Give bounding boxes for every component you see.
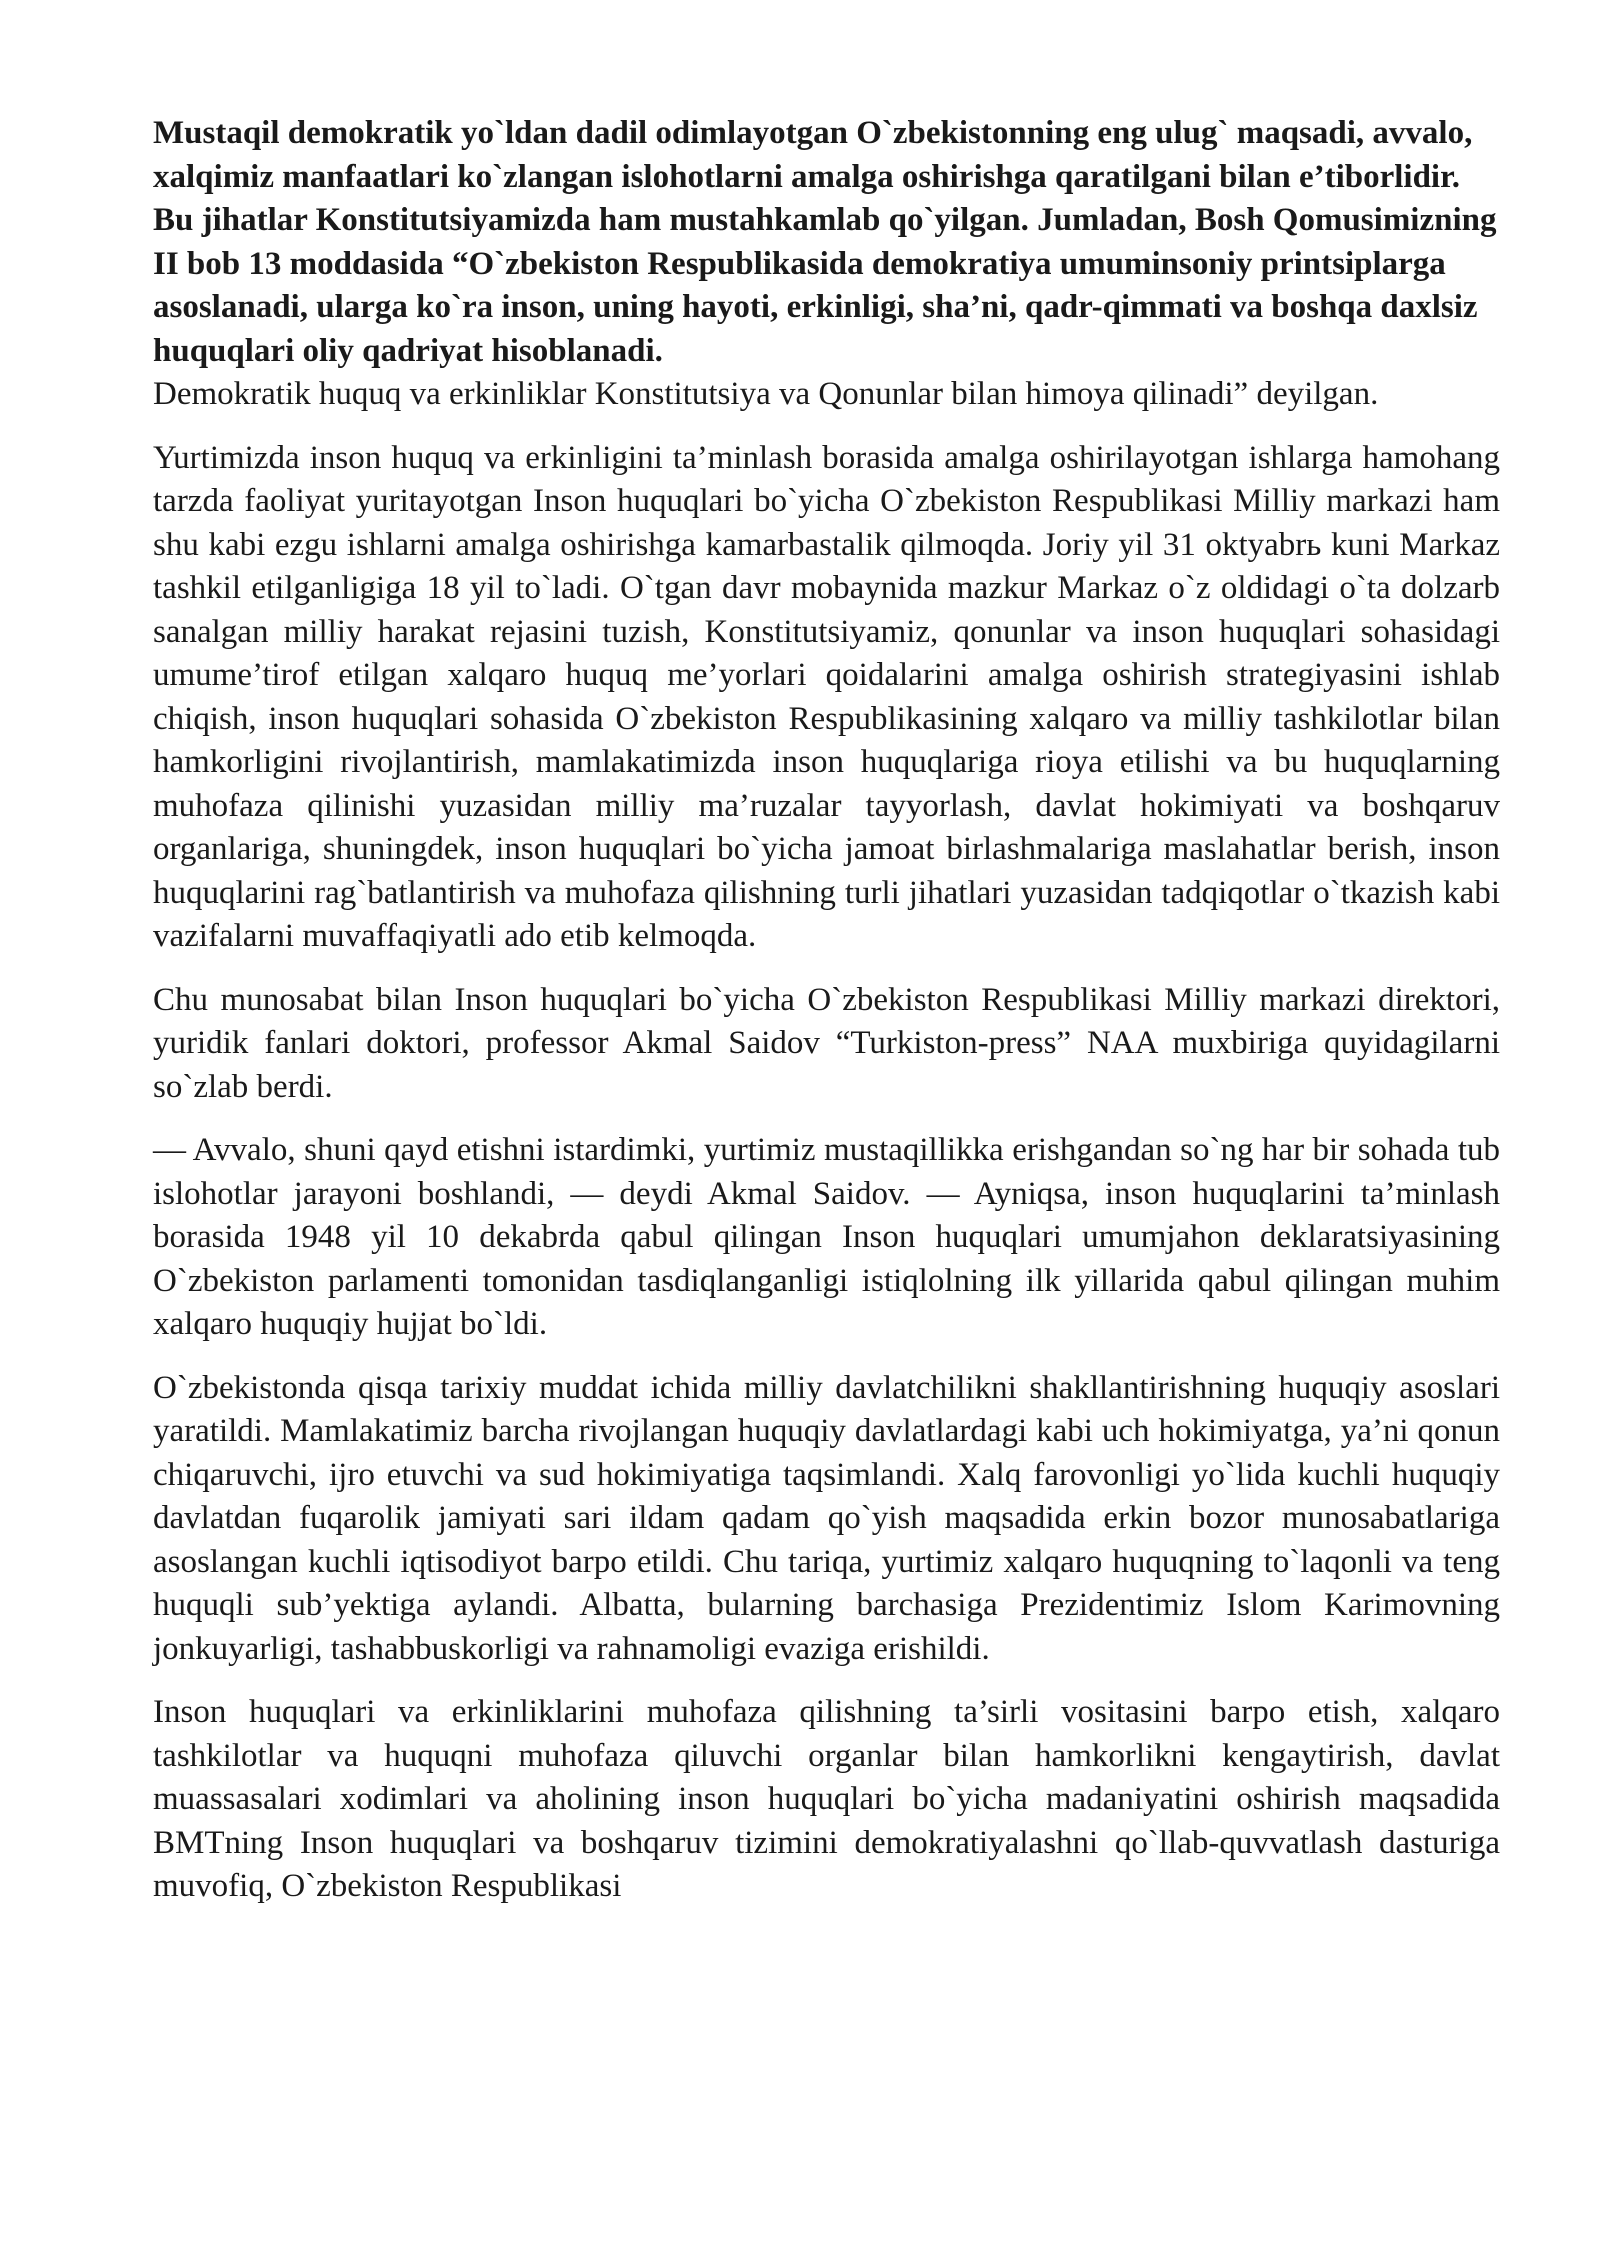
body-paragraph: Yurtimizda inson huquq va erkinligini ta’minlash borasida amalga oshirilayotgan ishlarga hamohang tarzda faoliyat yuritayotgan Inson huquqlari bo`yicha O`zbekiston Respublikasi Milliy markazi ham shu kabi ezgu ishlarni amalga oshirishga kamarbastalik qilmoqda. Joriy yil 31 oktyabrь kuni Markaz tashkil etilganligiga 18 yil to`ladi. O`tgan davr mobaynida mazkur Markaz o`z oldidagi o`ta dolzarb sanalgan milliy harakat rejasini tuzish, Konstitutsiyamiz, qonunlar va inson huquqlari sohasidagi umume’tirof etilgan xalqaro huquq me’yorlari qoidalarini amalga oshirish strategiyasini ishlab chiqish, inson huquqlari sohasida O`zbekiston Respublikasining xalqaro va milliy tashkilotlar bilan hamkorligini rivojlantirish, mamlakatimizda inson huquqlariga rioya etilishi va bu huquqlarning muhofaza qilinishi yuzasidan milliy ma’ruzalar tayyorlash, davlat hokimiyati va boshqaruv organlariga, shuningdek, inson huquqlari bo`yicha jamoat birlashmalariga maslahatlar berish, inson huquqlarini rag`batlantirish va muhofaza qilishning turli jihatlari yuzasidan tadqiqotlar o`tkazish kabi vazifalarni muvaffaqiyatli ado etib kelmoqda. <box>153 439 1500 954</box>
document-page <box>153 112 1500 1909</box>
body-paragraph: Chu munosabat bilan Inson huquqlari bo`yicha O`zbekiston Respublikasi Milliy markazi direktori, yuridik fanlari doktori, professor Akmal Saidov “Turkiston-press” NAA muxbiriga quyidagilarni so`zlab berdi. <box>153 981 1500 1105</box>
body-paragraph: Inson huquqlari va erkinliklarini muhofaza qilishning ta’sirli vositasini barpo etish, xalqaro tashkilotlar va huquqni muhofaza qiluvchi organlar bilan hamkorlikni kengaytirish, davlat muassasalari xodimlari va aholining inson huquqlari bo`yicha madaniyatini oshirish maqsadida BMTning Inson huquqlari va boshqaruv tizimini demokratiyalashni qo`llab-quvvatlash dasturiga muvofiq, O`zbekiston Respublikasi <box>153 1694 1500 1904</box>
lead-paragraph: Mustaqil demokratik yo`ldan dadil odimlayotgan O`zbekistonning eng ulug` maqsadi, avvalo, xalqimiz manfaatlari ko`zlangan islohotlarni amalga oshirishga qaratilgani bilan e’tiborlidir. Bu jihatlar Konstitutsiyamizda ham mustahkamlab qo`yilgan. Jumladan, Bosh Qomusimizning II bob 13 moddasida “O`zbekiston Respublikasida demokratiya umuminsoniy printsiplarga asoslanadi, ularga ko`ra inson, uning hayoti, erkinligi, sha’ni, qadr-qimmati va boshqa daxlsiz huquqlari oliy qadriyat hisoblanadi. <box>153 115 1497 369</box>
body-paragraph: Demokratik huquq va erkinliklar Konstitutsiya va Qonunlar bilan himoya qilinadi” deyilgan. <box>153 376 1379 412</box>
body-paragraph: O`zbekistonda qisqa tarixiy muddat ichida milliy davlatchilikni shakllantirishning huquqiy asoslari yaratildi. Mamlakatimiz barcha rivojlangan huquqiy davlatlardagi kabi uch hokimiyatga, ya’ni qonun chiqaruvchi, ijro etuvchi va sud hokimiyatiga taqsimlandi. Xalq farovonligi yo`lida kuchli huquqiy davlatdan fuqarolik jamiyati sari ildam qadam qo`yish maqsadida erkin bozor munosabatlariga asoslangan kuchli iqtisodiyot barpo etildi. Chu tariqa, yurtimiz xalqaro huquqning to`laqonli va teng huquqli sub’yektiga aylandi. Albatta, bularning barchasiga Prezidentimiz Islom Karimovning jonkuyarligi, tashabbuskorligi va rahnamoligi evaziga erishildi. <box>153 1369 1500 1667</box>
body-paragraph: — Avvalo, shuni qayd etishni istardimki, yurtimiz mustaqillikka erishgandan so`ng har bir sohada tub islohotlar jarayoni boshlandi, — deydi Akmal Saidov. — Ayniqsa, inson huquqlarini ta’minlash borasida 1948 yil 10 dekabrda qabul qilingan Inson huquqlari umumjahon deklaratsiyasining O`zbekiston parlamenti tomonidan tasdiqlanganligi istiqlolning ilk yillarida qabul qilingan muhim xalqaro huquqiy hujjat bo`ldi. <box>153 1132 1500 1342</box>
